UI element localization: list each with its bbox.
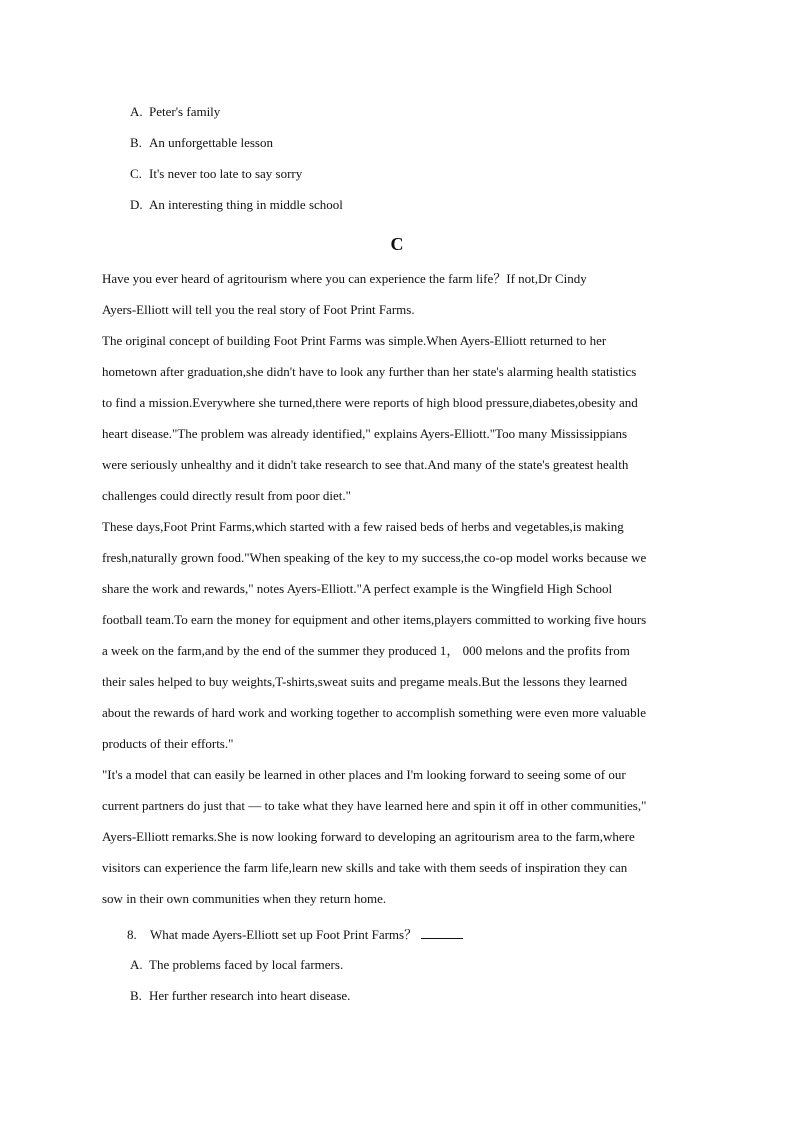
passage-line: their sales helped to buy weights,T-shirts,sweat suits and pregame meals.But the lessons they learned (102, 674, 628, 689)
passage-line: share the work and rewards," notes Ayers-Elliott."A perfect example is the Wingfield High School (102, 581, 613, 596)
passage-line: These days,Foot Print Farms,which started with a few raised beds of herbs and vegetables,is making (102, 519, 624, 534)
passage-line: current partners do just that — to take what they have learned here and spin it off in other communities," (102, 798, 647, 813)
option-letter: B. (130, 988, 142, 1003)
prev-option-d (130, 197, 343, 213)
option-text: The problems faced by local farmers. (149, 957, 344, 972)
question-text: What made Ayers-Elliott set up Foot Print Farms？ (150, 927, 418, 942)
section-heading: C (390, 234, 404, 254)
prev-option-a (130, 104, 220, 120)
answer-blank (421, 926, 463, 939)
option-text: An unforgettable lesson (149, 135, 273, 150)
question-8 (127, 926, 463, 943)
passage-line: hometown after graduation,she didn't have to look any further than her state's alarming health statistics (102, 364, 637, 379)
prev-option-b (130, 135, 273, 151)
question-option-b (130, 988, 350, 1004)
question-option-a (130, 957, 343, 973)
passage-line: about the rewards of hard work and working together to accomplish something were even more valuable (102, 705, 647, 720)
prev-option-c (130, 166, 302, 182)
option-letter: A. (130, 104, 143, 119)
passage-line: visitors can experience the farm life,learn new skills and take with them seeds of inspiration they can (102, 860, 628, 875)
passage-line: were seriously unhealthy and it didn't take research to see that.And many of the state's greatest health (102, 457, 629, 472)
passage-line: to find a mission.Everywhere she turned,there were reports of high blood pressure,diabetes,obesity and (102, 395, 638, 410)
passage-line: fresh,naturally grown food."When speaking of the key to my success,the co-op model works because we (102, 550, 647, 565)
passage-line: products of their efforts." (102, 736, 234, 751)
passage-line: "It's a model that can easily be learned in other places and I'm looking forward to seeing some of our (102, 767, 626, 782)
option-letter: B. (130, 135, 142, 150)
passage-line: a week on the farm,and by the end of the summer they produced 1， 000 melons and the profits from (102, 643, 630, 658)
passage (102, 263, 702, 914)
option-letter: A. (130, 957, 143, 972)
passage-line: The original concept of building Foot Print Farms was simple.When Ayers-Elliott returned to her (102, 333, 607, 348)
option-letter: D. (130, 197, 143, 212)
passage-line: Ayers-Elliott remarks.She is now looking forward to developing an agritourism area to the farm,where (102, 829, 635, 844)
option-text: Her further research into heart disease. (149, 988, 351, 1003)
passage-line: challenges could directly result from poor diet." (102, 488, 351, 503)
option-text: Peter's family (149, 104, 221, 119)
passage-line: heart disease."The problem was already identified," explains Ayers-Elliott."Too many Mississippians (102, 426, 628, 441)
passage-line: Have you ever heard of agritourism where you can experience the farm life？If not,Dr Cindy (102, 271, 587, 286)
passage-line: Ayers-Elliott will tell you the real story of Foot Print Farms. (102, 302, 415, 317)
option-text: An interesting thing in middle school (149, 197, 343, 212)
option-text: It's never too late to say sorry (149, 166, 303, 181)
question-number: 8. (127, 927, 137, 942)
passage-line: sow in their own communities when they return home. (102, 891, 387, 906)
passage-line: football team.To earn the money for equipment and other items,players committed to working five hours (102, 612, 647, 627)
option-letter: C. (130, 166, 142, 181)
